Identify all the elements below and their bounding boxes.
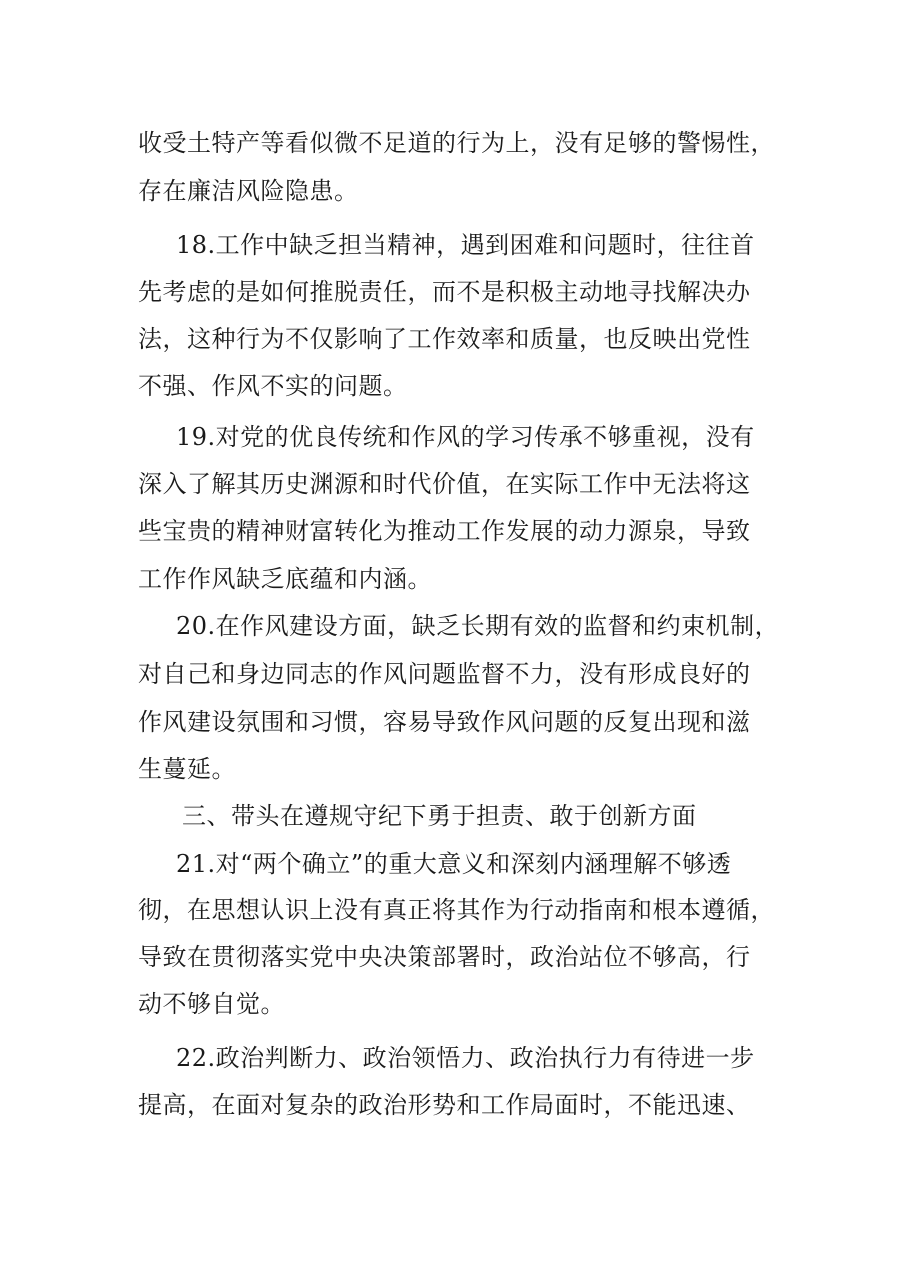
paragraph-line: 动不够自觉。 [138, 990, 285, 1018]
paragraph-line: 生蔓延。 [138, 755, 236, 783]
paragraph-line: 彻，在思想认识上没有真正将其作为行动指南和根本遵循， [138, 896, 775, 924]
paragraph-line: 提高，在面对复杂的政治形势和工作局面时，不能迅速、 [138, 1091, 751, 1119]
paragraph-line: 18.工作中缺乏担当精神，遇到困难和问题时，往往首 [176, 231, 755, 259]
paragraph-line: 对自己和身边同志的作风问题监督不力，没有形成良好的 [138, 660, 751, 688]
paragraph-line: 19.对党的优良传统和作风的学习传承不够重视，没有 [176, 423, 755, 451]
paragraph-line: 深入了解其历史渊源和时代价值，在实际工作中无法将这 [138, 470, 751, 498]
paragraph-line: 先考虑的是如何推脱责任，而不是积极主动地寻找解决办 [138, 278, 751, 306]
paragraph-line: 些宝贵的精神财富转化为推动工作发展的动力源泉，导致 [138, 517, 751, 545]
paragraph-line: 导致在贯彻落实党中央决策部署时，政治站位不够高，行 [138, 943, 751, 971]
paragraph-line: 作风建设氛围和习惯，容易导致作风问题的反复出现和滋 [138, 708, 751, 736]
paragraph-line: 工作作风缺乏底蕴和内涵。 [138, 565, 432, 593]
section-heading: 三、带头在遵规守纪下勇于担责、敢于创新方面 [182, 802, 697, 830]
paragraph-line: 法，这种行为不仅影响了工作效率和质量，也反映出党性 [138, 325, 751, 353]
paragraph-line: 收受土特产等看似微不足道的行为上，没有足够的警惕性， [138, 129, 775, 157]
paragraph-line: 不强、作风不实的问题。 [138, 372, 408, 400]
paragraph-line: 21.对“两个确立”的重大意义和深刻内涵理解不够透 [176, 850, 732, 878]
paragraph-line: 存在廉洁风险隐患。 [138, 177, 359, 205]
paragraph-line: 22.政治判断力、政治领悟力、政治执行力有待进一步 [176, 1044, 755, 1072]
paragraph-line: 20.在作风建设方面，缺乏长期有效的监督和约束机制， [176, 612, 780, 640]
